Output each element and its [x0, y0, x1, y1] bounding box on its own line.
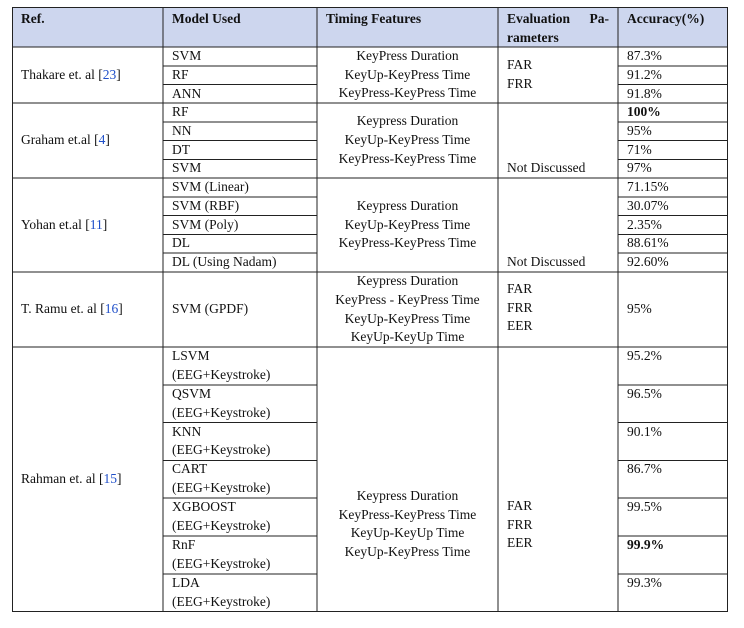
accuracy-cell	[618, 234, 728, 253]
ref-author: Rahman et. al	[21, 471, 96, 487]
model-name: RnF	[172, 537, 196, 552]
timing-feature: KeyUp-KeyPress Time	[344, 216, 471, 232]
evaluation-cell	[498, 178, 618, 272]
accuracy-cell	[618, 122, 728, 141]
model-name: KNN	[172, 423, 202, 439]
timing-feature: KeyPress-KeyPress Time	[338, 506, 477, 522]
model-cell	[163, 574, 317, 612]
model-cell	[163, 460, 317, 498]
model-name: SVM (Poly)	[172, 216, 239, 232]
accuracy-value: 91.2%	[627, 66, 662, 82]
timing-feature: KeyPress-KeyPress Time	[338, 85, 477, 101]
accuracy-cell	[618, 460, 728, 498]
ref-author: Thakare et. al	[21, 66, 95, 82]
citation-link[interactable]: 23	[102, 66, 117, 82]
accuracy-cell	[618, 85, 728, 103]
header-ref: Ref.	[12, 7, 163, 47]
model-cell	[163, 159, 317, 178]
timing-features-cell	[317, 178, 498, 272]
accuracy-cell	[618, 498, 728, 536]
accuracy-cell	[618, 385, 728, 423]
evaluation-parameter: FAR	[507, 498, 533, 513]
ref-cell: Thakare et. al [ 23 ]	[12, 47, 163, 103]
accuracy-value: 99.5%	[627, 499, 662, 515]
model-name: ANN	[172, 85, 202, 101]
evaluation-parameter: FAR	[507, 281, 533, 296]
accuracy-cell	[618, 272, 728, 347]
model-input-type: (EEG+Keystroke)	[172, 517, 271, 533]
accuracy-cell	[618, 423, 728, 461]
model-name: DT	[172, 141, 190, 157]
accuracy-value: 87.3%	[627, 48, 662, 63]
evaluation-parameter: FRR	[507, 516, 533, 532]
model-name: LDA	[172, 574, 200, 590]
model-cell	[163, 141, 317, 160]
accuracy-value: 91.8%	[627, 85, 662, 101]
model-input-type: (EEG+Keystroke)	[172, 555, 271, 571]
evaluation-cell	[498, 103, 618, 178]
accuracy-value: 95%	[627, 122, 652, 138]
model-name: SVM	[172, 160, 202, 176]
model-name: SVM (GPDF)	[172, 301, 249, 317]
header-evaluation-parameters: Evaluation Pa- rameters	[498, 7, 618, 47]
accuracy-cell	[618, 574, 728, 612]
accuracy-value: 86.7%	[627, 461, 662, 477]
model-cell	[163, 347, 317, 385]
ref-author: Yohan et.al	[21, 216, 82, 232]
accuracy-cell	[618, 159, 728, 178]
header-model-used: Model Used	[163, 7, 317, 47]
accuracy-value: 99.9%	[627, 537, 665, 552]
timing-feature: KeyPress-KeyPress Time	[338, 235, 477, 251]
model-cell	[163, 85, 317, 103]
timing-feature: KeyUp-KeyPress Time	[344, 310, 471, 326]
accuracy-cell	[618, 197, 728, 216]
timing-feature: KeyUp-KeyUp Time	[350, 329, 465, 345]
accuracy-value: 88.61%	[627, 235, 669, 251]
citation-link[interactable]: 16	[104, 301, 119, 317]
model-name: DL (Using Nadam)	[172, 254, 277, 270]
model-name: LSVM	[172, 348, 210, 363]
timing-features-cell	[317, 47, 498, 103]
accuracy-value: 71.15%	[627, 179, 669, 194]
accuracy-cell	[618, 216, 728, 235]
model-cell	[163, 272, 317, 347]
timing-feature: Keypress Duration	[356, 113, 459, 129]
model-cell	[163, 216, 317, 235]
timing-feature: Keypress Duration	[356, 488, 459, 503]
model-cell	[163, 122, 317, 141]
model-name: CART	[172, 461, 208, 477]
timing-features-cell	[317, 103, 498, 178]
model-cell	[163, 178, 317, 197]
evaluation-parameter: FAR	[507, 57, 533, 72]
evaluation-parameter: FRR	[507, 299, 533, 315]
model-name: QSVM	[172, 385, 212, 401]
accuracy-cell	[618, 141, 728, 160]
model-input-type: (EEG+Keystroke)	[172, 442, 271, 458]
accuracy-cell	[618, 347, 728, 385]
accuracy-value: 92.60%	[627, 254, 669, 270]
model-input-type: (EEG+Keystroke)	[172, 404, 271, 420]
accuracy-value: 71%	[627, 141, 652, 157]
ref-cell: Rahman et. al [ 15 ]	[12, 347, 163, 612]
timing-feature: KeyPress-KeyPress Time	[338, 150, 477, 166]
model-cell	[163, 197, 317, 216]
accuracy-cell	[618, 253, 728, 272]
header-timing-features: Timing Features	[317, 7, 498, 47]
model-name: RF	[172, 66, 189, 82]
model-cell	[163, 103, 317, 122]
evaluation-parameter: Not Discussed	[507, 159, 586, 175]
model-name: XGBOOST	[172, 499, 236, 515]
timing-feature: KeyUp-KeyPress Time	[344, 132, 471, 148]
accuracy-value: 97%	[627, 160, 652, 176]
model-input-type: (EEG+Keystroke)	[172, 366, 271, 382]
model-cell	[163, 423, 317, 461]
accuracy-cell	[618, 536, 728, 574]
citation-link[interactable]: 15	[103, 471, 117, 487]
accuracy-value: 30.07%	[627, 197, 669, 213]
model-name: RF	[172, 104, 189, 119]
evaluation-parameter: EER	[507, 535, 533, 550]
timing-feature: Keypress Duration	[356, 197, 459, 213]
evaluation-cell	[498, 347, 618, 612]
model-name: SVM	[172, 48, 202, 63]
timing-features-cell	[317, 272, 498, 347]
model-cell	[163, 536, 317, 574]
accuracy-value: 95%	[627, 301, 652, 317]
timing-feature: KeyUp-KeyPress Time	[344, 544, 471, 560]
evaluation-parameter: FRR	[507, 75, 533, 91]
model-input-type: (EEG+Keystroke)	[172, 480, 271, 496]
accuracy-cell	[618, 103, 728, 122]
model-cell	[163, 66, 317, 85]
model-name: NN	[172, 122, 192, 138]
model-name: SVM (RBF)	[172, 197, 240, 213]
timing-feature: KeyUp-KeyPress Time	[344, 66, 471, 82]
timing-feature: KeyPress Duration	[356, 47, 459, 63]
timing-feature: KeyUp-KeyUp Time	[350, 525, 465, 541]
evaluation-parameter: Not Discussed	[507, 253, 586, 269]
ref-cell: Graham et.al [ 4 ]	[12, 103, 163, 178]
timing-feature: KeyPress - KeyPress Time	[335, 291, 480, 307]
citation-link[interactable]: 4	[98, 132, 106, 148]
ref-cell: Yohan et.al [ 11 ]	[12, 178, 163, 272]
model-cell	[163, 253, 317, 272]
evaluation-cell	[498, 47, 618, 103]
accuracy-value: 2.35%	[627, 216, 662, 232]
model-name: SVM (Linear)	[172, 179, 249, 194]
accuracy-value: 100%	[627, 104, 661, 119]
ref-cell: T. Ramu et. al [ 16 ]	[12, 272, 163, 347]
accuracy-value: 90.1%	[627, 423, 662, 439]
model-input-type: (EEG+Keystroke)	[172, 593, 271, 609]
citation-link[interactable]: 11	[89, 216, 103, 232]
model-cell	[163, 234, 317, 253]
model-name: DL	[172, 235, 190, 251]
model-cell	[163, 385, 317, 423]
ref-author: Graham et.al	[21, 132, 91, 148]
accuracy-value: 96.5%	[627, 385, 662, 401]
timing-features-cell	[317, 347, 498, 612]
accuracy-cell	[618, 178, 728, 197]
evaluation-cell	[498, 272, 618, 347]
evaluation-parameter: EER	[507, 318, 533, 333]
model-cell	[163, 498, 317, 536]
accuracy-value: 95.2%	[627, 348, 662, 363]
timing-feature: Keypress Duration	[356, 273, 459, 289]
accuracy-cell	[618, 66, 728, 85]
model-cell	[163, 47, 317, 66]
accuracy-cell	[618, 47, 728, 66]
comparison-table	[12, 7, 728, 612]
accuracy-value: 99.3%	[627, 574, 662, 590]
ref-author: T. Ramu et. al	[21, 301, 97, 317]
header-accuracy: Accuracy(%)	[618, 7, 728, 47]
